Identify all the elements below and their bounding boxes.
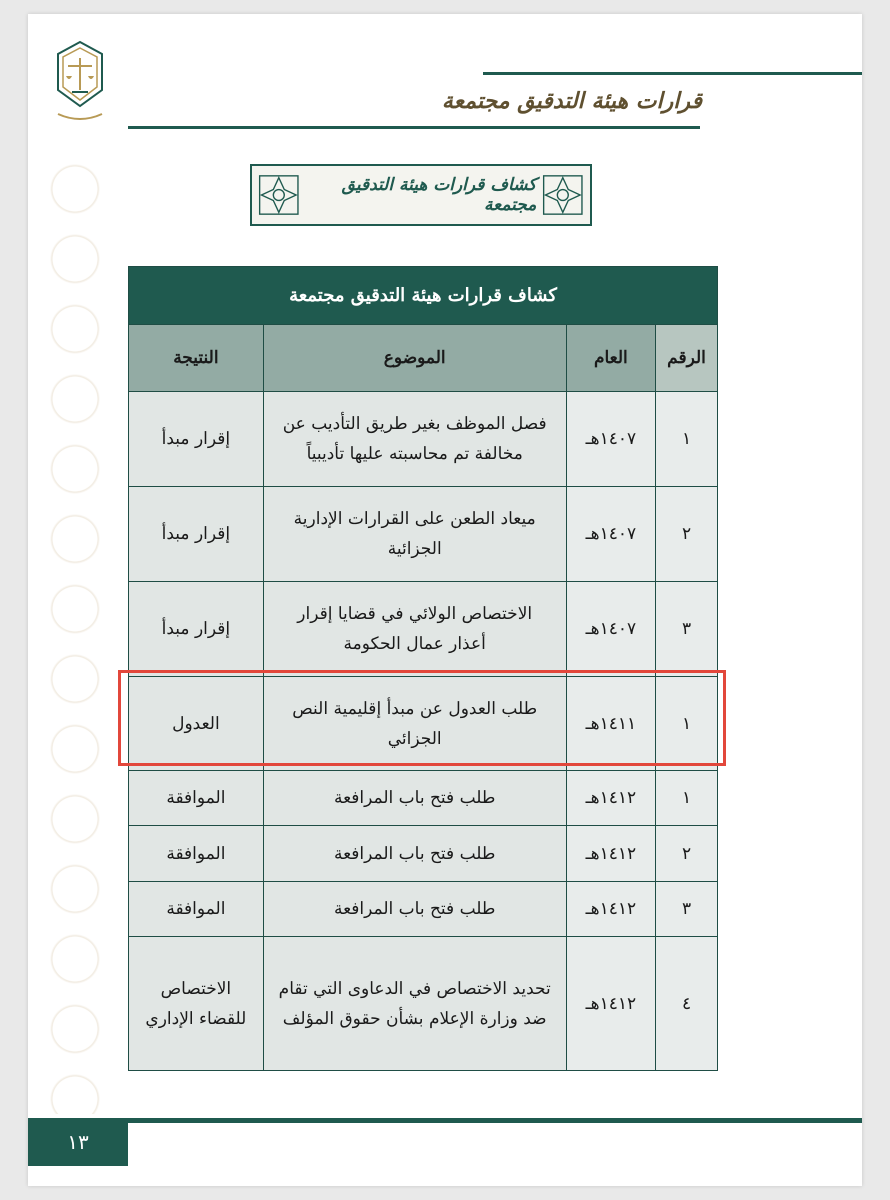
header-rule-bottom xyxy=(128,126,700,129)
banner-text: كشاف قرارات هيئة التدقيق مجتمعة xyxy=(341,175,537,215)
column-header-year: العام xyxy=(566,325,655,392)
table-title: كشاف قرارات هيئة التدقيق مجتمعة xyxy=(129,267,718,325)
table-row xyxy=(129,392,718,487)
header-title: قرارات هيئة التدقيق مجتمعة xyxy=(441,88,702,114)
table-row xyxy=(129,487,718,582)
cell-subject: طلب فتح باب المرافعة xyxy=(263,882,566,937)
highlight-box xyxy=(118,670,726,766)
cell-subject: طلب فتح باب المرافعة xyxy=(263,771,566,826)
table-row xyxy=(129,582,718,677)
table-header-row xyxy=(129,325,718,392)
cell-year: ١٤١٢هـ xyxy=(566,826,655,882)
table-title-row xyxy=(129,267,718,325)
emblem-logo-icon xyxy=(52,40,108,126)
cell-number: ٢ xyxy=(656,826,718,882)
cell-year: ١٤٠٧هـ xyxy=(566,487,655,582)
cell-number: ٣ xyxy=(656,582,718,677)
cell-subject: ميعاد الطعن على القرارات الإدارية الجزائية xyxy=(263,487,566,582)
cell-year: ١٤١٢هـ xyxy=(566,771,655,826)
cell-result: إقرار مبدأ xyxy=(129,487,264,582)
cell-year: ١٤٠٧هـ xyxy=(566,582,655,677)
cell-subject: الاختصاص الولائي في قضايا إقرار أعذار عمال الحكومة xyxy=(263,582,566,677)
cell-subject: تحديد الاختصاص في الدعاوى التي تقام ضد وزارة الإعلام بشأن حقوق المؤلف xyxy=(263,937,566,1071)
footer-rule xyxy=(28,1118,862,1123)
cell-year: ١٤١٢هـ xyxy=(566,937,655,1071)
table-row xyxy=(129,826,718,882)
cell-year: ١٤١١هـ xyxy=(566,677,655,771)
cell-number: ٤ xyxy=(656,937,718,1071)
cell-number: ١ xyxy=(656,392,718,487)
cell-year: ١٤٠٧هـ xyxy=(566,392,655,487)
cell-result: إقرار مبدأ xyxy=(129,582,264,677)
column-header-subject: الموضوع xyxy=(263,325,566,392)
cell-number: ١ xyxy=(656,771,718,826)
cell-result: إقرار مبدأ xyxy=(129,392,264,487)
header-rule-top xyxy=(483,72,862,75)
table-row xyxy=(129,771,718,826)
cell-result: الموافقة xyxy=(129,771,264,826)
cell-subject: طلب فتح باب المرافعة xyxy=(263,826,566,882)
cell-result: الاختصاص للقضاء الإداري xyxy=(129,937,264,1071)
cell-result: الموافقة xyxy=(129,882,264,937)
table-row xyxy=(129,882,718,937)
cell-number: ٢ xyxy=(656,487,718,582)
cell-year: ١٤١٢هـ xyxy=(566,882,655,937)
cell-result: العدول xyxy=(129,677,264,771)
document-page xyxy=(28,14,862,1186)
table-row xyxy=(129,937,718,1071)
cell-number: ١ xyxy=(656,677,718,771)
index-banner xyxy=(250,164,592,226)
decorative-pattern xyxy=(40,154,110,1114)
page-number: ١٣ xyxy=(28,1118,128,1166)
ornament-icon xyxy=(256,170,302,220)
cell-number: ٣ xyxy=(656,882,718,937)
cell-result: الموافقة xyxy=(129,826,264,882)
column-header-result: النتيجة xyxy=(129,325,264,392)
ornament-icon xyxy=(540,170,586,220)
cell-subject: طلب العدول عن مبدأ إقليمية النص الجزائي xyxy=(263,677,566,771)
column-header-number: الرقم xyxy=(656,325,718,392)
decisions-index-table xyxy=(128,266,718,1071)
cell-subject: فصل الموظف بغير طريق التأديب عن مخالفة تم محاسبته عليها تأديبياً xyxy=(263,392,566,487)
